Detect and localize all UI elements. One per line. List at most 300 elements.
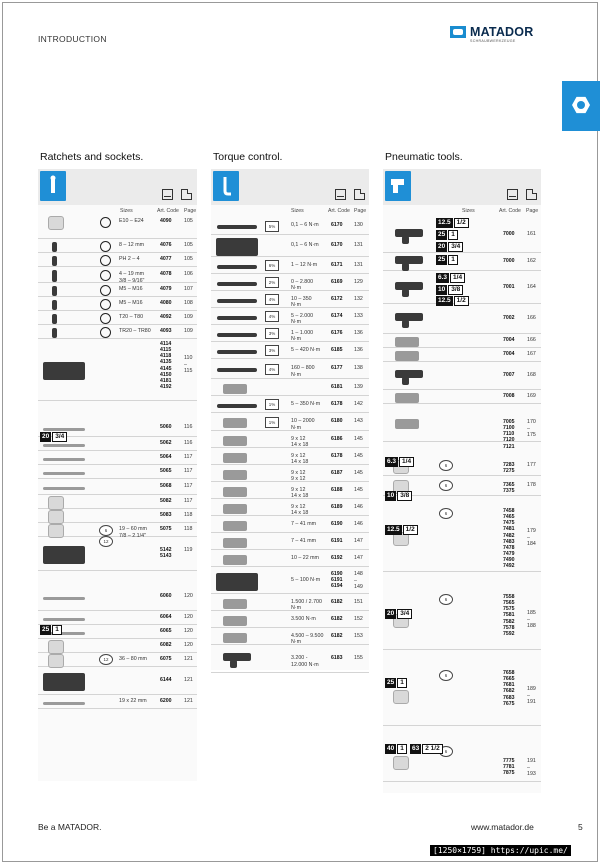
table-row[interactable]	[38, 523, 197, 544]
badge-size: 10	[387, 492, 395, 499]
row-art-code: 6082	[160, 642, 172, 648]
table-row[interactable]	[38, 695, 197, 709]
drive-badge-1-4	[436, 273, 465, 283]
hex-profile-icon	[100, 217, 111, 228]
row-page: 121	[184, 698, 193, 704]
table-row[interactable]	[38, 509, 197, 523]
table-row[interactable]	[211, 274, 369, 291]
table-row[interactable]	[211, 645, 369, 673]
col-page-label: Page	[354, 208, 367, 214]
row-page: 105	[184, 242, 193, 248]
product-image	[40, 254, 88, 265]
table-row[interactable]	[211, 431, 369, 448]
product-image	[40, 240, 88, 251]
row-page: 118	[184, 512, 193, 518]
table-row[interactable]	[211, 465, 369, 482]
row-page: 148 – 149	[354, 571, 363, 591]
col-sizes-label: Sizes	[462, 208, 475, 214]
wrench-image	[217, 316, 257, 320]
table-row[interactable]	[211, 482, 369, 499]
drive-badge-1-4	[385, 457, 414, 467]
row-art-code: 7007	[503, 372, 515, 378]
product-image	[40, 312, 88, 323]
gun-image	[395, 282, 423, 290]
bar-image	[43, 428, 85, 431]
badge-size: 40	[387, 745, 395, 752]
cross-profile-icon	[100, 255, 111, 266]
table-row[interactable]	[38, 205, 197, 239]
badge-inch: 1/2	[454, 218, 469, 228]
product-image	[385, 272, 433, 302]
row-art-code: 7658 7665 7681 7682 7683 7675	[503, 670, 515, 707]
row-size: 1 – 1.000 N·m	[291, 329, 314, 343]
row-page: 164	[527, 283, 536, 290]
row-size: 9 x 12 9 x 12	[291, 469, 306, 483]
product-image	[213, 483, 261, 497]
accuracy-tag: 5%	[265, 221, 279, 232]
row-art-code: 6187	[331, 469, 343, 476]
table-row[interactable]	[38, 639, 197, 653]
gun-image	[223, 653, 251, 661]
bit-image	[52, 286, 57, 296]
product-image	[40, 612, 88, 623]
table-row[interactable]	[38, 583, 197, 611]
product-image	[213, 292, 261, 306]
impact-wrench-icon	[385, 171, 411, 201]
row-art-code: 6186	[331, 435, 343, 442]
col-sizes-label: Sizes	[291, 208, 304, 214]
table-row[interactable]	[383, 504, 541, 572]
row-page: 146	[354, 520, 363, 527]
product-image	[213, 517, 261, 531]
table-row[interactable]	[38, 667, 197, 695]
row-size: 3.200 - 12.000 N·m	[291, 655, 319, 668]
product-image	[385, 391, 433, 402]
row-page: 145	[354, 469, 363, 476]
table-row[interactable]	[211, 628, 369, 645]
product-image	[40, 584, 88, 609]
row-page: 167	[527, 351, 536, 357]
product-image	[385, 363, 433, 388]
badge-size: 20	[387, 610, 395, 617]
product-image	[213, 595, 261, 609]
row-size: 160 – 800 N·m	[291, 365, 315, 378]
wrench-image	[217, 368, 257, 372]
drive-badge-3-4	[436, 242, 463, 252]
row-page: 120	[184, 593, 193, 599]
row-art-code: 6060	[160, 593, 172, 599]
table-row[interactable]	[38, 297, 197, 311]
col-page-label: Page	[184, 208, 197, 214]
row-page: 110 – 115	[184, 355, 193, 375]
row-art-code: 4080	[160, 300, 172, 306]
row-size: 5 – 100 N·m	[291, 576, 321, 583]
table-row[interactable]	[38, 311, 197, 325]
row-page: 120	[184, 614, 193, 620]
drive-badge-3-8	[385, 491, 412, 501]
badge-size: 25	[438, 256, 446, 263]
table-row[interactable]	[211, 308, 369, 325]
row-art-code: 6192	[331, 554, 343, 561]
socket-image	[48, 524, 64, 538]
matador-logo[interactable]	[450, 26, 546, 48]
row-page: 191 – 193	[527, 758, 536, 778]
chapter-tab[interactable]	[562, 81, 600, 131]
product-image	[213, 466, 261, 480]
row-page: 105	[184, 256, 193, 262]
table-row[interactable]	[211, 448, 369, 465]
badge-inch: 1	[448, 230, 458, 240]
badge-size: 12.5	[438, 297, 451, 304]
gun-grip-image	[402, 377, 409, 385]
product-image	[40, 466, 88, 477]
table-row[interactable]	[383, 666, 541, 726]
row-page: 152	[354, 615, 363, 622]
drive-badge-1-2	[436, 296, 469, 306]
row-page: 147	[354, 554, 363, 561]
catalog-icon	[335, 189, 346, 200]
socket-image	[48, 216, 64, 230]
row-size: 9 x 12 14 x 18	[291, 452, 309, 466]
case-image	[216, 573, 258, 591]
table-row[interactable]	[211, 516, 369, 533]
row-page: 116	[184, 440, 193, 446]
table-row[interactable]	[211, 217, 369, 235]
product-image	[213, 568, 261, 592]
table-row[interactable]	[38, 339, 197, 401]
row-size: 36 – 80 mm	[119, 656, 147, 662]
drive-badge-1	[40, 625, 62, 635]
table-row[interactable]	[211, 291, 369, 308]
badge-size: 12.5	[438, 219, 451, 226]
row-art-code: 5062	[160, 440, 172, 446]
row-size: TR20 – TR80	[119, 328, 151, 334]
row-page: 189 – 191	[527, 686, 536, 706]
badge-size: 6.3	[387, 458, 397, 465]
row-art-code: 6185	[331, 346, 343, 353]
row-page: 118	[184, 526, 193, 532]
section-title-torque: Torque control.	[213, 151, 283, 163]
row-art-code: 6171	[331, 261, 343, 268]
table-row[interactable]	[211, 235, 369, 257]
badge-inch: 1/2	[403, 525, 418, 535]
bit-image	[52, 270, 57, 282]
product-image	[40, 496, 88, 507]
row-page: 119	[184, 547, 193, 553]
tool-image	[223, 599, 247, 609]
product-image	[385, 591, 433, 648]
product-image	[213, 534, 261, 548]
product-image	[385, 349, 433, 360]
product-image	[213, 551, 261, 565]
point-6-icon: 12	[99, 536, 113, 547]
row-page: 177	[527, 462, 536, 468]
footer-website-link[interactable]: www.matador.de	[471, 822, 534, 832]
table-row[interactable]	[38, 253, 197, 267]
gun-grip-image	[402, 320, 409, 328]
bit-image	[52, 314, 57, 324]
product-image	[213, 236, 261, 255]
row-art-code: 6182	[331, 598, 343, 605]
logo-name: MATADOR	[470, 25, 534, 39]
ratchet-icon	[40, 171, 66, 201]
badge-inch: 3/4	[397, 609, 412, 619]
table-row[interactable]	[383, 348, 541, 362]
tool-image	[223, 538, 247, 548]
product-image	[213, 380, 261, 394]
tool-image	[395, 419, 419, 429]
table-row[interactable]	[211, 325, 369, 342]
product-image	[40, 640, 88, 651]
tool-image	[223, 418, 247, 428]
product-image	[385, 667, 433, 724]
row-page: 170 – 175	[527, 419, 536, 439]
table-row[interactable]	[211, 594, 369, 611]
row-size: 0 – 2.800 N·m	[291, 278, 314, 292]
col-code-label: Art. Code	[499, 208, 521, 214]
product-image	[40, 340, 88, 399]
product-image	[40, 538, 88, 569]
row-art-code: 4090	[160, 218, 172, 224]
case-image	[43, 673, 85, 691]
wrench-image	[217, 225, 257, 229]
row-page: 117	[184, 498, 193, 504]
row-page: 145	[354, 452, 363, 459]
row-art-code: 6170	[331, 222, 343, 228]
bar-image	[43, 472, 85, 475]
row-size: 0,1 – 6 N·m	[291, 222, 319, 228]
table-row[interactable]	[38, 653, 197, 667]
case-image	[216, 238, 258, 256]
row-art-code: 6181	[331, 383, 343, 390]
point-6-icon: 6	[439, 594, 453, 605]
table-row[interactable]	[383, 304, 541, 334]
table-row[interactable]	[211, 396, 369, 413]
col-page-label: Page	[526, 208, 539, 214]
product-image	[213, 326, 261, 340]
row-size: 3.500 N·m	[291, 615, 316, 622]
point-6-icon: 6	[439, 508, 453, 519]
table-row[interactable]	[38, 239, 197, 253]
drive-badge-3-8	[436, 285, 463, 295]
drive-badge-1-2	[385, 525, 418, 535]
tool-image	[223, 436, 247, 446]
row-art-code: 7004	[503, 351, 515, 357]
row-art-code: 4076	[160, 242, 172, 248]
row-art-code: 6190 6191 6194	[331, 571, 343, 590]
drive-badge-3-4	[385, 609, 412, 619]
table-row[interactable]	[383, 390, 541, 404]
product-image	[213, 309, 261, 323]
row-page: 108	[184, 300, 193, 306]
row-page: 136	[354, 346, 363, 353]
table-row[interactable]	[38, 465, 197, 479]
table-row[interactable]	[211, 342, 369, 359]
tool-image	[223, 555, 247, 565]
point-6-icon: 6	[439, 746, 453, 757]
gun-grip-image	[402, 289, 409, 297]
row-size: 5 – 2.000 N·m	[291, 312, 314, 326]
table-row[interactable]	[383, 590, 541, 650]
section-title-pneumatic: Pneumatic tools.	[385, 151, 463, 163]
row-art-code: 6190	[331, 520, 343, 527]
tool-image	[395, 351, 419, 361]
row-page: 145	[354, 486, 363, 493]
badge-size: 12.5	[387, 526, 400, 533]
table-row[interactable]	[38, 451, 197, 465]
table-row[interactable]	[211, 413, 369, 431]
accuracy-tag: 4%	[265, 294, 279, 305]
bar-image	[43, 458, 85, 461]
row-page: 121	[184, 677, 193, 683]
tool-image	[223, 633, 247, 643]
row-art-code: 5065	[160, 468, 172, 474]
row-art-code: 5064	[160, 454, 172, 460]
table-row[interactable]	[211, 359, 369, 379]
row-size: 7 – 41 mm	[291, 520, 317, 527]
bit-image	[52, 242, 57, 252]
table-row[interactable]	[383, 253, 541, 271]
socket-image	[393, 756, 409, 770]
table-row[interactable]	[383, 404, 541, 450]
watermark: [1250×1759] https://upic.me/	[430, 845, 571, 856]
tool-image	[223, 616, 247, 626]
wrench-image	[217, 350, 257, 354]
table-row[interactable]	[383, 362, 541, 390]
slot-profile-icon	[100, 241, 111, 252]
wrench-image	[217, 282, 257, 286]
page-number: 5	[578, 822, 583, 832]
accuracy-tag: 2%	[265, 277, 279, 288]
product-image	[40, 452, 88, 463]
row-art-code: 7558 7565 7575 7581 7582 7578 7592	[503, 594, 515, 637]
row-art-code: 6169	[331, 278, 343, 285]
row-art-code: 7005 7100 7110 7120 7121	[503, 419, 515, 450]
point-6-icon: 6	[439, 460, 453, 471]
badge-size: 20	[438, 243, 446, 250]
row-art-code: 6189	[331, 503, 343, 510]
table-row[interactable]	[38, 283, 197, 297]
badge-size: 25	[42, 626, 50, 633]
badge-inch: 1	[397, 744, 407, 754]
row-page: 179 – 184	[527, 528, 536, 548]
table-row[interactable]	[38, 267, 197, 283]
row-page: 166	[527, 315, 536, 321]
row-page: 147	[354, 537, 363, 544]
row-page: 143	[354, 418, 363, 424]
row-art-code: 7000	[503, 258, 515, 264]
row-size: 8 – 12 mm	[119, 242, 145, 248]
row-page: 153	[354, 632, 363, 639]
row-art-code: 4077	[160, 256, 172, 262]
badge-size: 25	[387, 679, 395, 686]
row-art-code: 6183	[331, 655, 343, 661]
row-page: 117	[184, 483, 193, 489]
accuracy-tag: 4%	[265, 311, 279, 322]
col-sizes-label: Sizes	[120, 208, 133, 214]
badge-inch: 3/8	[448, 285, 463, 295]
table-row[interactable]	[38, 537, 197, 571]
row-art-code: 6170	[331, 242, 343, 248]
tool-image	[223, 504, 247, 514]
row-size: 0,1 – 6 N·m	[291, 242, 319, 248]
row-art-code: 6174	[331, 312, 343, 319]
footer-slogan: Be a MATADOR.	[38, 822, 102, 832]
table-row[interactable]	[211, 379, 369, 396]
page-icon	[181, 189, 192, 200]
bar-image	[43, 487, 85, 490]
table-row[interactable]	[211, 611, 369, 628]
row-art-code: 5060	[160, 424, 172, 430]
row-art-code: 6182	[331, 632, 343, 639]
bit-image	[52, 328, 57, 338]
table-row[interactable]	[38, 495, 197, 509]
accuracy-tag: 3%	[265, 345, 279, 356]
gun-image	[395, 229, 423, 237]
badge-inch: 3/8	[397, 491, 412, 501]
row-size: 4 – 19 mm 3/8 – 9/16"	[119, 271, 145, 284]
row-page: 185 – 188	[527, 610, 536, 630]
product-image	[213, 629, 261, 643]
row-art-code: 6200	[160, 698, 172, 704]
badge-size: 63	[412, 745, 420, 752]
row-page: 138	[354, 365, 363, 371]
row-art-code: 6176	[331, 329, 343, 336]
row-page: 107	[184, 286, 193, 292]
hex-profile-icon	[100, 270, 111, 281]
table-row[interactable]	[383, 334, 541, 348]
table-row[interactable]	[211, 499, 369, 516]
socket-image	[48, 654, 64, 668]
drive-badge-1	[385, 744, 407, 754]
row-size: 7 – 41 mm	[291, 537, 317, 544]
drive-badge-3-4	[40, 432, 67, 442]
row-page: 105	[184, 218, 193, 224]
logo-subtitle: SCHRAUBWERKZEUGE	[470, 39, 516, 43]
badge-inch: 1	[448, 255, 458, 265]
product-image	[40, 524, 88, 535]
row-art-code: 5068	[160, 483, 172, 489]
row-page: 117	[184, 468, 193, 474]
row-art-code: 5075	[160, 526, 172, 532]
bit-image	[52, 256, 57, 266]
accuracy-tag: 1%	[265, 399, 279, 410]
table-row[interactable]	[38, 479, 197, 495]
wrench-image	[217, 404, 257, 408]
row-page: 121	[184, 656, 193, 662]
row-size: PH 2 – 4	[119, 256, 140, 262]
row-page: 168	[527, 372, 536, 378]
row-page: 120	[184, 642, 193, 648]
row-size: 9 x 12 14 x 18	[291, 503, 309, 517]
row-size: 5 – 350 N·m	[291, 400, 321, 407]
section-title-ratchets: Ratchets and sockets.	[40, 151, 144, 163]
table-row[interactable]	[211, 567, 369, 594]
row-size: 1 – 12 N·m	[291, 261, 318, 268]
table-row[interactable]	[211, 257, 369, 274]
socket-image	[48, 496, 64, 510]
hex-profile-icon	[100, 327, 111, 338]
table-row[interactable]	[211, 533, 369, 550]
table-row[interactable]	[211, 550, 369, 567]
row-art-code: 6191	[331, 537, 343, 544]
row-page: 136	[354, 329, 363, 336]
row-art-code: 6182	[331, 615, 343, 622]
col-code-label: Art. Code	[157, 208, 179, 214]
row-page: 109	[184, 314, 193, 320]
table-row[interactable]	[38, 611, 197, 625]
table-row[interactable]	[38, 325, 197, 339]
